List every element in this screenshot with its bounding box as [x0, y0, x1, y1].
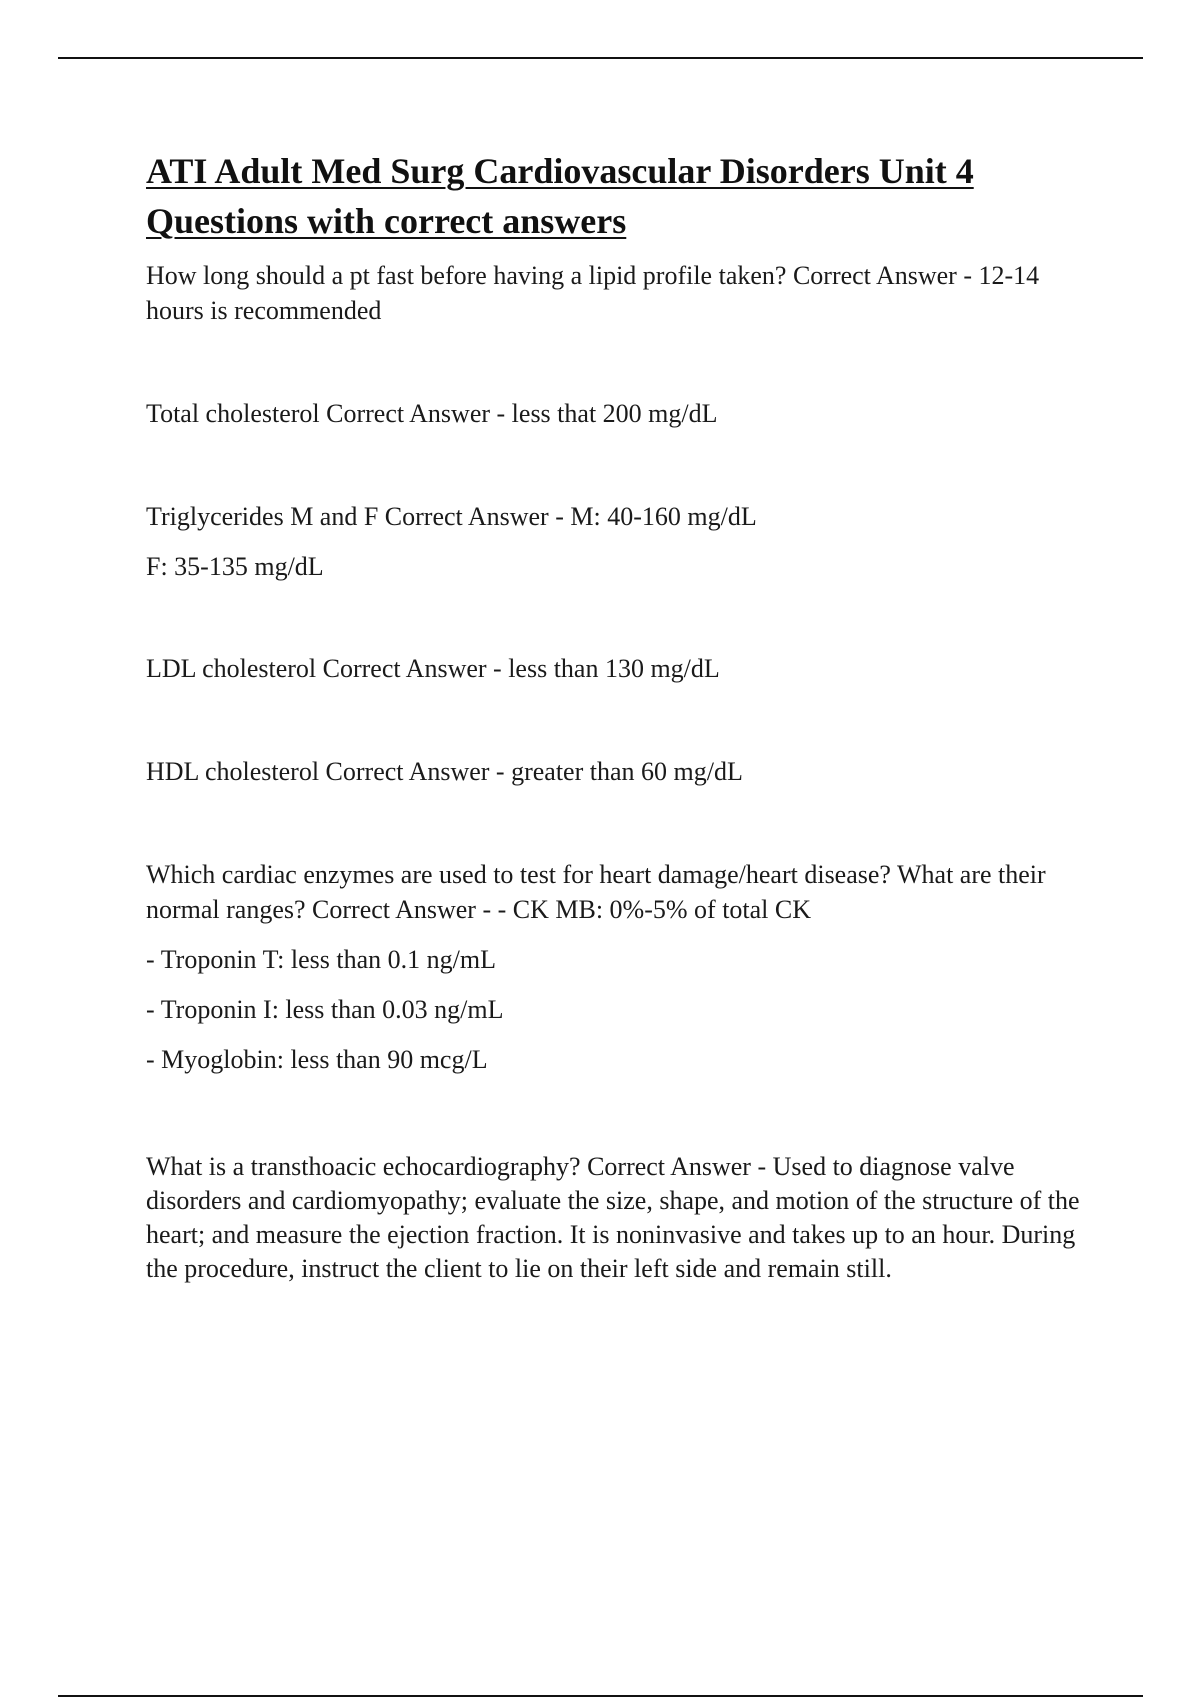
- qa-echo-text: What is a transthoacic echocardiography? Correct Answer - Used to diagnose valve disorders and cardiomyopathy; evaluate the size, shape, and motion of the structure of the heart; and measure the ejection fraction. It is noninvasive and takes up to an hour. During the procedure, instruct the client to lie on their left side and remain still.: [146, 1152, 1080, 1283]
- qa-fasting-text: How long should a pt fast before having a lipid profile taken? Correct Answer - 12-14 hours is recommended: [146, 261, 1040, 325]
- bottom-rule: [58, 1695, 1143, 1697]
- qa-fasting: [146, 258, 1091, 328]
- document-title: [146, 146, 1091, 246]
- qa-triglycerides-line-2: F: 35-135 mg/dL: [146, 552, 324, 581]
- qa-enzymes-line-1: Which cardiac enzymes are used to test for heart damage/heart disease? What are their normal ranges? Correct Answer - - CK MB: 0%-5% of total CK: [146, 860, 1046, 924]
- qa-triglycerides-line-1: Triglycerides M and F Correct Answer - M: 40-160 mg/dL: [146, 502, 757, 531]
- document-body: [146, 146, 1091, 1283]
- qa-enzymes-line-2: - Troponin T: less than 0.1 ng/mL: [146, 945, 496, 974]
- qa-enzymes-line-3: - Troponin I: less than 0.03 ng/mL: [146, 995, 504, 1024]
- qa-hdl-text: HDL cholesterol Correct Answer - greater than 60 mg/dL: [146, 757, 743, 786]
- qa-echocardiography: [146, 1150, 1091, 1286]
- qa-cardiac-enzymes: [146, 857, 1091, 1077]
- qa-ldl-cholesterol: [146, 651, 720, 686]
- qa-enzymes-line-4: - Myoglobin: less than 90 mcg/L: [146, 1045, 488, 1074]
- qa-total-cholesterol-text: Total cholesterol Correct Answer - less that 200 mg/dL: [146, 399, 718, 428]
- title-line-2: Questions with correct answers: [146, 201, 627, 241]
- qa-triglycerides: [146, 499, 757, 584]
- title-line-1: ATI Adult Med Surg Cardiovascular Disorders Unit 4: [146, 151, 974, 191]
- top-rule: [58, 57, 1143, 59]
- qa-hdl-cholesterol: [146, 754, 743, 789]
- qa-ldl-text: LDL cholesterol Correct Answer - less than 130 mg/dL: [146, 654, 720, 683]
- qa-total-cholesterol: [146, 396, 718, 431]
